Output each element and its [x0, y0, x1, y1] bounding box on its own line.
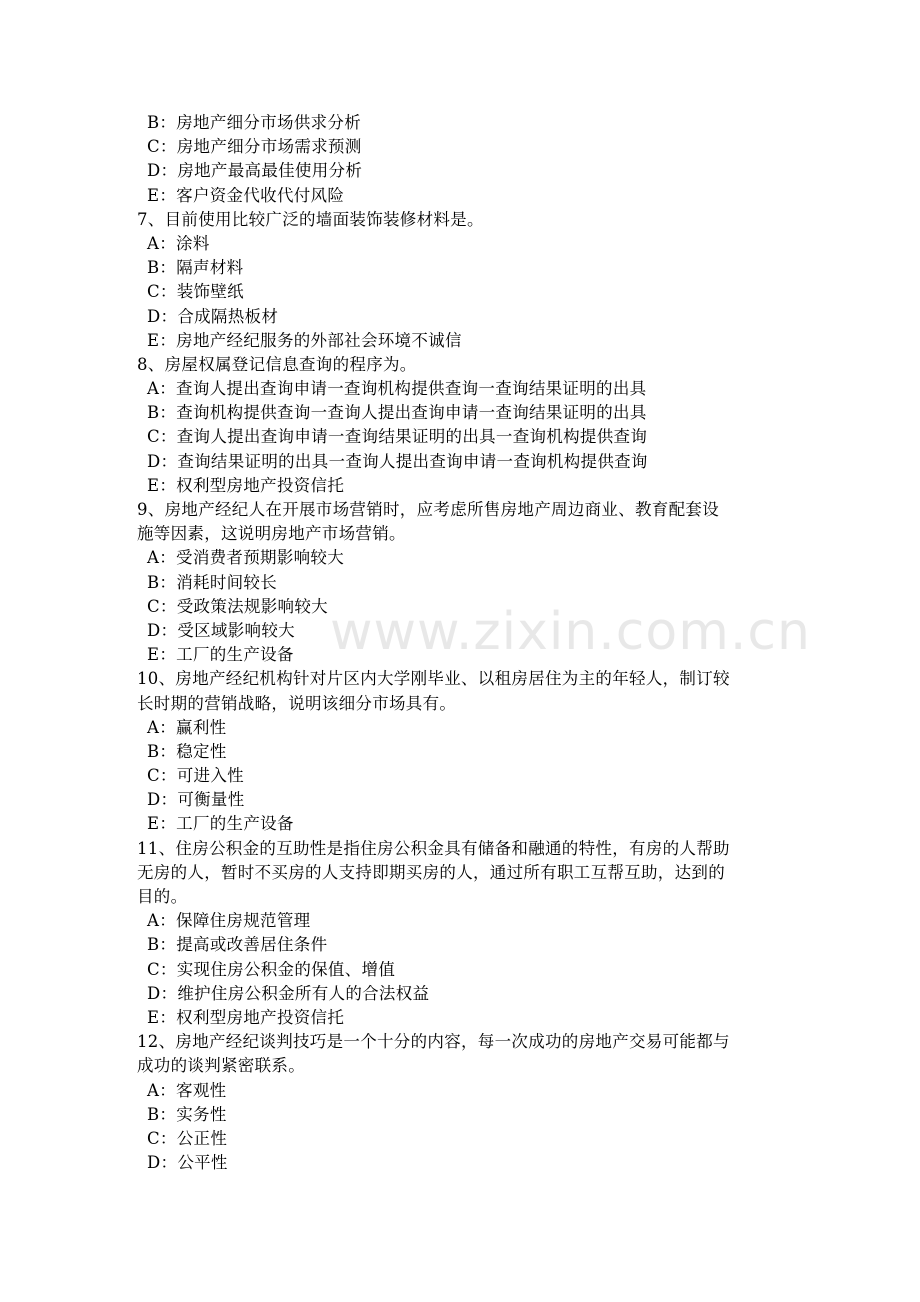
answer-option: E：工厂的生产设备	[147, 645, 294, 665]
answer-option: A：查询人提出查询申请一查询机构提供查询一查询结果证明的出具	[147, 379, 647, 399]
answer-option: D：查询结果证明的出具一查询人提出查询申请一查询机构提供查询	[147, 451, 648, 471]
answer-option: C：公正性	[147, 1128, 228, 1148]
answer-option: B：稳定性	[147, 741, 227, 761]
watermark: www.zixin.com.cn	[330, 602, 811, 662]
question-text: 7、目前使用比较广泛的墙面装饰装修材料是。	[137, 209, 484, 229]
question-text: 成功的谈判紧密联系。	[137, 1056, 305, 1076]
answer-option: A：受消费者预期影响较大	[147, 548, 345, 568]
answer-option: E：房地产经纪服务的外部社会环境不诚信	[147, 330, 462, 350]
answer-option: B：实务性	[147, 1104, 227, 1124]
question-text: 10、房地产经纪机构针对片区内大学刚毕业、以租房居住为主的年轻人，制订较	[137, 669, 730, 689]
answer-option: E：工厂的生产设备	[147, 814, 294, 834]
answer-option: B：消耗时间较长	[147, 572, 278, 592]
question-text: 长时期的营销战略，说明该细分市场具有。	[137, 693, 457, 713]
answer-option: B：查询机构提供查询一查询人提出查询申请一查询结果证明的出具	[147, 403, 647, 423]
answer-option: D：维护住房公积金所有人的合法权益	[147, 983, 430, 1003]
question-text: 12、房地产经纪谈判技巧是一个十分的内容，每一次成功的房地产交易可能都与	[137, 1032, 730, 1052]
answer-option: A：客观性	[147, 1080, 227, 1100]
answer-option: E：权利型房地产投资信托	[147, 1007, 345, 1027]
answer-option: A：涂料	[147, 233, 210, 253]
answer-option: A：保障住房规范管理	[147, 911, 311, 931]
answer-option: A：赢利性	[147, 717, 227, 737]
question-list	[137, 111, 787, 1175]
answer-option: D：公平性	[147, 1153, 228, 1173]
answer-option: C：查询人提出查询申请一查询结果证明的出具一查询机构提供查询	[147, 427, 648, 447]
question-text: 11、住房公积金的互助性是指住房公积金具有储备和融通的特性，有房的人帮助	[137, 838, 730, 858]
answer-option: B：提高或改善居住条件	[147, 935, 328, 955]
answer-option: E：客户资金代收代付风险	[147, 185, 345, 205]
answer-option: C：实现住房公积金的保值、增值	[147, 959, 396, 979]
question-text: 施等因素，这说明房地产市场营销。	[137, 524, 406, 544]
answer-option: B：隔声材料	[147, 258, 244, 278]
answer-option: C：受政策法规影响较大	[147, 596, 328, 616]
answer-option: C：房地产细分市场需求预测	[147, 137, 362, 157]
answer-option: D：房地产最高最佳使用分析	[147, 161, 363, 181]
answer-option: E：权利型房地产投资信托	[147, 475, 345, 495]
answer-option: C：可进入性	[147, 766, 244, 786]
question-text: 9、房地产经纪人在开展市场营销时，应考虑所售房地产周边商业、教育配套设	[137, 500, 719, 519]
question-text: 目的。	[137, 887, 188, 906]
answer-option: B：房地产细分市场供求分析	[147, 113, 362, 132]
question-text: 8、房屋权属登记信息查询的程序为。	[137, 354, 417, 374]
answer-option: C：装饰壁纸	[147, 282, 244, 302]
answer-option: D：受区域影响较大	[147, 620, 295, 640]
answer-option: D：合成隔热板材	[147, 306, 279, 326]
answer-option: D：可衡量性	[147, 790, 245, 810]
question-text: 无房的人，暂时不买房的人支持即期买房的人，通过所有职工互帮互助，达到的	[137, 862, 725, 882]
